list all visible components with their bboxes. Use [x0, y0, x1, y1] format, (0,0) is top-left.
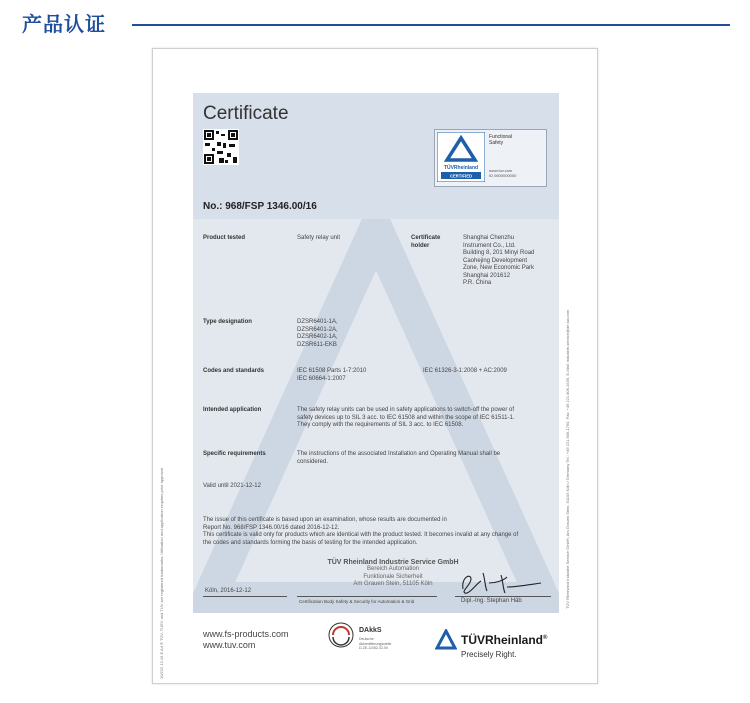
place-date: Köln, 2016-12-12	[205, 588, 252, 594]
certificate-image[interactable]	[152, 48, 598, 684]
certificate-number: No.: 968/FSP 1346.00/16	[203, 201, 317, 212]
certification-body-caption: Certification Body Safety & Security for Automation & Grid	[299, 599, 415, 604]
value-product-tested: Safety relay unit	[297, 235, 341, 241]
side-note-left: 10/222 12.16 E A4 ® TÜV, TUEV and TUV are registered trademarks. Utilisation and application requires prior approval.	[159, 466, 164, 679]
value-type-designation: DZSR6401-1A, DZSR6401-2A, DZSR6402-1A, DZSR611-EKB	[297, 319, 338, 348]
value-codes-standards-right: IEC 61326-3-1:2008 + AC:2009	[423, 368, 507, 374]
section-title: 产品认证	[22, 12, 106, 36]
value-specific-requirements: The instructions of the associated Installation and Operating Manual shall be considered.	[297, 451, 501, 465]
date-line	[203, 596, 287, 597]
label-certificate-holder: Certificate holder	[411, 235, 441, 249]
badge-label: Functional Safety	[489, 134, 513, 146]
footer-urls: www.fs-products.com www.tuv.com	[203, 629, 289, 650]
certificate-title: Certificate	[203, 103, 289, 124]
tuv-certified-mark-icon	[437, 132, 485, 182]
signatory-line	[455, 596, 551, 597]
signature-image	[457, 569, 547, 597]
badge-small-text: www.tuv.com ID 0600000000	[489, 168, 517, 178]
value-codes-standards: IEC 61508 Parts 1-7:2010 IEC 60664-1:2007	[297, 368, 367, 382]
badge-brand: TÜVRheinland	[443, 165, 479, 171]
label-product-tested: Product tested	[203, 235, 246, 241]
qr-code-icon	[203, 129, 239, 165]
signatory-name: Dipl.-Ing. Stephan Häb	[461, 598, 522, 604]
valid-until: Valid until 2021-12-12	[203, 483, 261, 489]
dakks-logo: DAkkS Deutsche Akkreditierungsstelle D-ZE-11052-02-00	[327, 621, 397, 661]
label-intended-application: Intended application	[203, 407, 262, 413]
dakks-seal-icon	[327, 621, 355, 655]
value-certificate-holder: Shanghai Chenzhu Instrument Co., Ltd. Building 8, 201 Minyi Road Caohejing Development Zone, New Economic Park Shanghai 201612 P.R. China	[463, 235, 535, 286]
value-intended-application: The safety relay units can be used in safety applications to switch-off the power of safety devices up to SIL 3 acc. to IEC 61508 and within the scope of IEC 61511-1. They comply with the requirements of SIL 3 acc. to IEC 61508.	[297, 407, 515, 428]
label-codes-standards: Codes and standards	[203, 368, 265, 374]
tuv-rheinland-logo: TÜVRheinland® Precisely Right.	[435, 629, 565, 663]
issue-text: The issue of this certificate is based upon an examination, whose results are documented in Report No. 968/FSP 1346.00/16 dated 2016-12-12. This certificate is valid only for products which are identical with the product tested. It becomes invalid at any change of the codes and standards forming the basis of testing for the intended application.	[203, 517, 519, 546]
certificate-sheet	[193, 93, 559, 613]
org-line	[297, 596, 437, 597]
label-type-designation: Type designation	[203, 319, 252, 325]
section-divider	[132, 24, 730, 26]
issuing-organization: TÜV Rheinland Industrie Service GmbH Bereich Automation Funktionale Sicherheit Am Grauen Stein, 51105 Köln	[327, 559, 459, 587]
label-specific-requirements: Specific requirements	[203, 451, 266, 457]
badge-certified: CERTIFIED	[449, 173, 473, 179]
tuv-triangle-icon	[435, 629, 457, 651]
functional-safety-badge	[434, 129, 547, 187]
side-note-right: TÜV Rheinland Industrie Service GmbH, Am Grauen Stein, 51105 Köln / Germany Tel.: +49 221 806-1790, Fax: +49 221 806-1539, E-Mail: industrie-service@de.tuv.com	[565, 309, 570, 609]
section-header	[22, 10, 730, 38]
